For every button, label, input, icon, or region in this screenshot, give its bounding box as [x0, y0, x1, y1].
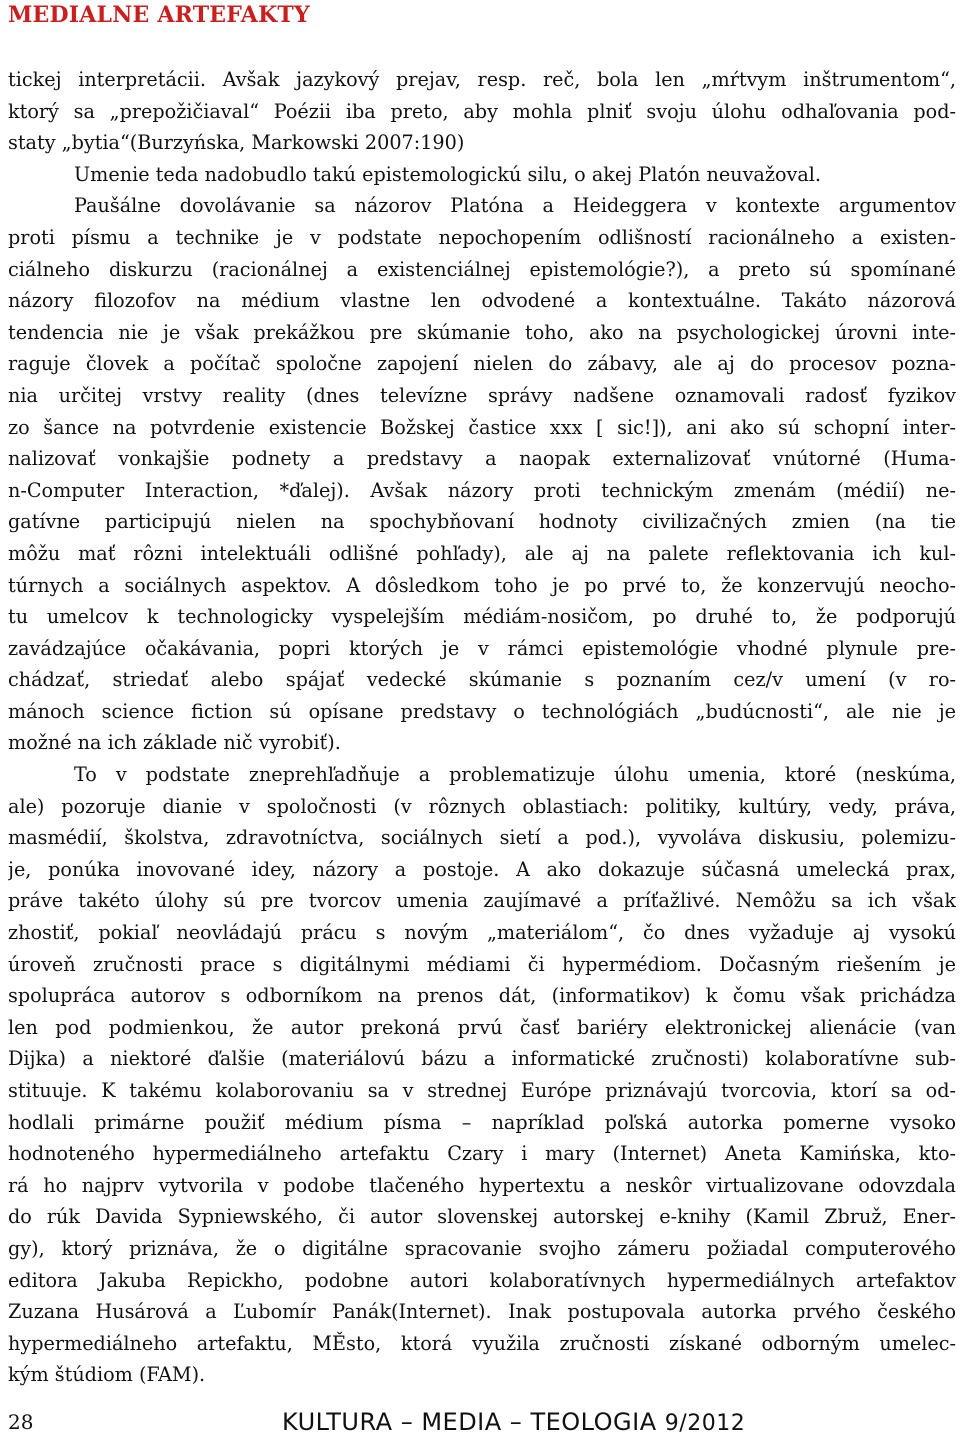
journal-title — [282, 1408, 745, 1436]
text-line: zavádzajúce očakávania, popri ktorých je v rámci epistemológie vhodné plynule pre- — [8, 636, 956, 660]
text-line: Dijka) a niektoré ďalšie (materiálovú bázu a informatické zručnosti) kolaboratívne sub- — [8, 1047, 956, 1071]
text-line: hodnoteného hypermediálneho artefaktu Czary i mary (Internet) Aneta Kamińska, kto- — [8, 1142, 956, 1166]
text-line: práve takéto úlohy sú pre tvorcov umenia zaujímavé a príťažlivé. Nemôžu sa ich však — [8, 889, 956, 913]
text-line: proti písmu a technike je v podstate nepochopením odlišností racionálneho a existen- — [8, 225, 956, 249]
text-line: hodlali primárne použiť médium písma – napríklad poľská autorka pomerne vysoko — [8, 1110, 956, 1134]
text-line: tendencia nie je však prekážkou pre skúmanie toho, ako na psychologickej úrovni inte- — [8, 320, 956, 344]
text-line: Umenie teda nadobudlo takú epistemologickú silu, o akej Platón neuvažoval. — [74, 162, 822, 186]
page-footer — [8, 1410, 956, 1438]
text-line: ktorý sa „prepožičiaval“ Poézii iba preto, aby mohla plniť svoju úlohu odhaľovania pod- — [8, 99, 956, 123]
paragraph-start-line: To v podstate zneprehľadňuje a problematizuje úlohu umenia, ktoré (neskúma, — [74, 763, 956, 787]
paragraph-start-line: Paušálne dovolávanie sa názorov Platóna a Heideggera v kontexte argumentov — [74, 194, 956, 218]
journal-issue: 9/2012 — [664, 1411, 746, 1436]
text-line: zo šance na potvrdenie existencie Božskej častice xxx [ sic!]), ani ako sú schopní inter- — [8, 415, 956, 439]
text-line: spolupráca autorov s odborníkom na prenos dát, (informatikov) k čomu však prichádza — [8, 984, 956, 1008]
text-line: názory filozofov na médium vlastne len odvodené a kontextuálne. Takáto názorová — [8, 289, 956, 313]
text-line: do rúk Davida Sypniewského, či autor slovenskej autorskej e-knihy (Kamil Zbruž, Ener- — [8, 1205, 956, 1229]
text-line: mánoch science fiction sú opísane predstavy o technológiách „budúcnosti“, ale nie je — [8, 699, 956, 723]
text-line: rá ho najprv vytvorila v podobe tlačeného hypertextu a neskôr virtualizovane odovzdala — [8, 1173, 956, 1197]
text-line: masmédií, školstva, zdravotníctva, sociálnych sietí a pod.), vyvoláva diskusiu, polemizu- — [8, 826, 956, 850]
text-line: gy), ktorý priznáva, že o digitálne spracovanie svojho zámeru požiadal computerového — [8, 1236, 956, 1260]
text-line: gatívne participujú nielen na spochybňovaní hodnoty civilizačných zmien (na tie — [8, 510, 956, 534]
text-line: ciálneho diskurzu (racionálnej a existenciálnej epistemológie?), a preto sú spomínané — [8, 257, 956, 281]
text-line: hypermediálneho artefaktu, MĚsto, ktorá využila zručnosti získané odborným umelec- — [8, 1331, 956, 1355]
article-body — [8, 64, 956, 1391]
text-line: nalizovať vonkajšie podnety a predstavy a naopak externalizovať vnútorné (Huma- — [8, 447, 956, 471]
section-header: MEDIALNE ARTEFAKTY — [8, 2, 310, 28]
text-line: kým štúdiom (FAM). — [8, 1363, 206, 1387]
text-line: možné na ich základe nič vyrobiť). — [8, 731, 341, 755]
page-number: 28 — [8, 1410, 34, 1434]
text-line: editora Jakuba Repickho, podobne autori kolaboratívnych hypermediálnych artefaktov — [8, 1268, 956, 1292]
text-line: tickej interpretácii. Avšak jazykový prejav, resp. reč, bola len „mŕtvym inštrumentom“, — [8, 68, 956, 91]
text-line: nia určitej vrstvy reality (dnes televízne správy nadšene oznamovali radosť fyzikov — [8, 383, 956, 407]
text-line: Zuzana Husárová a Ľubomír Panák(Internet). Inak postupovala autorka prvého českého — [8, 1300, 956, 1324]
text-line: staty „bytia“(Burzyńska, Markowski 2007:190) — [8, 131, 465, 155]
text-line: je, ponúka inovované idey, názory a postoje. A ako dokazuje súčasná umelecká prax, — [8, 857, 956, 881]
text-line: môžu mať rôzni intelektuáli odlišné pohľady), ale aj na palete reflektovania ich kul- — [8, 541, 956, 565]
text-line: chádzať, striedať alebo spájať vedecké skúmanie s poznaním cez/v umení (v ro- — [8, 668, 956, 692]
text-line: stituuje. K takému kolaborovaniu sa v strednej Európe priznávajú tvorcovia, ktorí sa od- — [8, 1079, 956, 1102]
text-line: úroveň zručnosti prace s digitálnymi médiami či hypermédiom. Dočasným riešením je — [8, 952, 956, 976]
text-line: tu umelcov k technologicky vyspelejším médiám-nosičom, po druhé to, že podporujú — [8, 605, 956, 629]
text-line: len pod podmienkou, že autor prekoná prvú časť bariéry elektronickej alienácie (van — [8, 1015, 956, 1039]
text-line: túrnych a sociálnych aspektov. A dôsledkom toho je po prvé to, že konzervujú neocho- — [8, 573, 956, 597]
text-line: n-Computer Interaction, *ďalej). Avšak názory proti technickým zmenám (médií) ne- — [8, 478, 956, 502]
text-line: raguje človek a počítač spoločne zapojení nielen do zábavy, ale aj do procesov pozna- — [8, 352, 956, 376]
journal-name: KULTURA – MEDIA – TEOLOGIA — [282, 1408, 657, 1436]
text-line: zhostiť, pokiaľ neovládajú prácu s novým „materiálom“, čo dnes vyžaduje aj vysokú — [8, 921, 956, 945]
text-line: ale) pozoruje dianie v spoločnosti (v rôznych oblastiach: politiky, kultúry, vedy, práva, — [8, 794, 956, 818]
